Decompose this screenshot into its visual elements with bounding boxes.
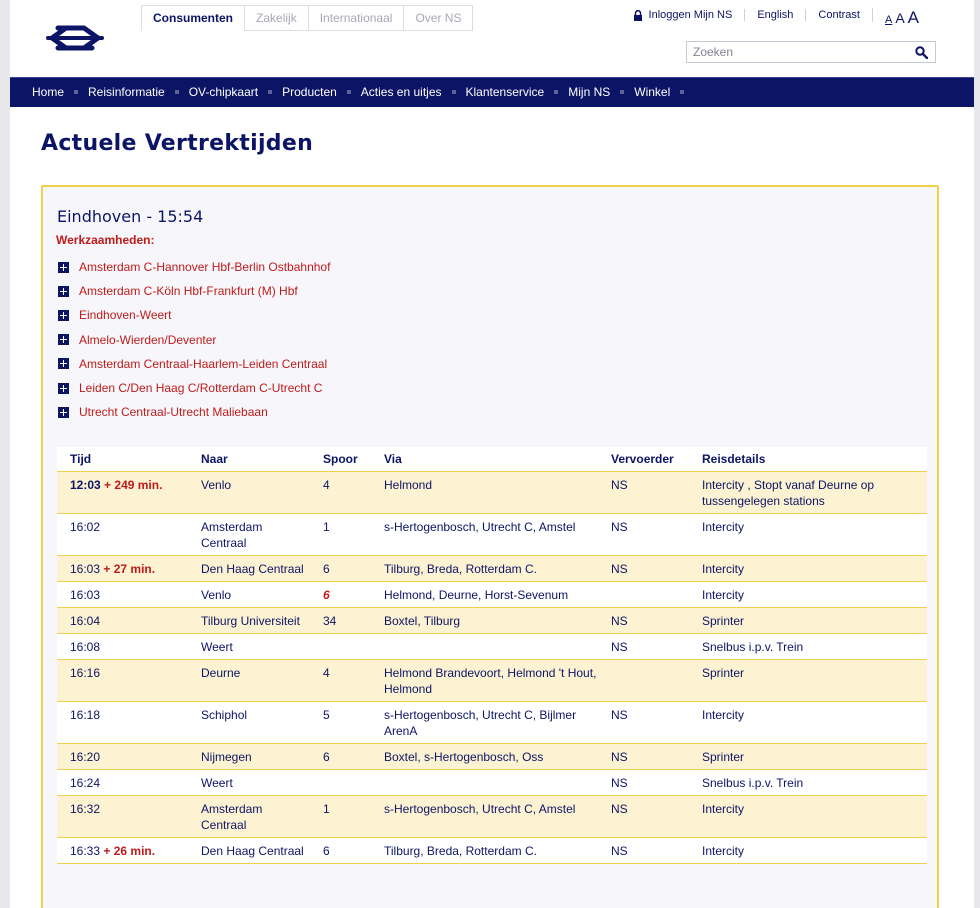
cell-time: [57, 743, 188, 769]
table-row: [57, 701, 927, 743]
list-item: [58, 328, 330, 352]
cell-details: Snelbus i.p.v. Trein: [689, 769, 927, 795]
nav-acties[interactable]: [361, 85, 466, 99]
cell-via: Boxtel, s-Hertogenbosch, Oss: [371, 743, 598, 769]
cell-details: Intercity: [689, 701, 927, 743]
cell-details: Intercity: [689, 513, 927, 555]
nav-winkel[interactable]: [634, 85, 694, 99]
cell-via: Helmond, Deurne, Horst-Sevenum: [371, 581, 598, 607]
cell-time: [57, 555, 188, 581]
cell-destination: Den Haag Centraal: [188, 555, 310, 581]
disruption-link[interactable]: Utrecht Centraal-Utrecht Maliebaan: [79, 405, 268, 420]
cell-carrier: NS: [598, 837, 689, 863]
header-vervoerder: Vervoerder: [598, 447, 689, 471]
track-number: 1: [323, 519, 330, 534]
table-row: [57, 471, 927, 513]
cell-details: Intercity , Stopt vanaf Deurne op tussengelegen stations: [689, 471, 927, 513]
utility-links: [621, 8, 934, 27]
track-number: 5: [323, 707, 330, 722]
tab-zakelijk[interactable]: Zakelijk: [244, 5, 309, 31]
cell-details: Sprinter: [689, 743, 927, 769]
expand-icon[interactable]: [58, 286, 69, 297]
list-item: [58, 376, 330, 400]
cell-carrier: NS: [598, 471, 689, 513]
lock-icon: [633, 10, 643, 21]
cell-details: Intercity: [689, 581, 927, 607]
departure-time: 16:18: [70, 707, 101, 722]
list-item: [58, 279, 330, 303]
nav-ov-chipkaart[interactable]: [189, 85, 282, 99]
font-size-small[interactable]: A: [884, 14, 893, 26]
track-number: 34: [323, 613, 337, 628]
english-link[interactable]: English: [744, 9, 805, 21]
table-row: [57, 837, 927, 863]
cell-time: [57, 581, 188, 607]
cell-via: [371, 633, 598, 659]
header-reisdetails: Reisdetails: [689, 447, 927, 471]
track-number: 6: [323, 749, 330, 764]
station-title: Eindhoven - 15:54: [57, 207, 204, 226]
expand-icon[interactable]: [58, 407, 69, 418]
font-size-large[interactable]: A: [907, 8, 919, 27]
nav-separator: [74, 90, 78, 94]
table-row: [57, 513, 927, 555]
disruption-link[interactable]: Leiden C/Den Haag C/Rotterdam C-Utrecht C: [79, 381, 323, 396]
cell-time: [57, 701, 188, 743]
cell-destination: Weert: [188, 633, 310, 659]
cell-track: [310, 633, 371, 659]
delay-badge: + 26 min.: [103, 843, 156, 858]
cell-destination: Amsterdam Centraal: [188, 513, 310, 555]
cell-track: [310, 743, 371, 769]
font-size-medium[interactable]: A: [895, 10, 905, 26]
cell-via: Helmond Brandevoort, Helmond 't Hout, Helmond: [371, 659, 598, 701]
cell-destination: Tilburg Universiteit: [188, 607, 310, 633]
cell-destination: Deurne: [188, 659, 310, 701]
nav-klantenservice[interactable]: [466, 85, 569, 99]
cell-track: [310, 513, 371, 555]
cell-track: [310, 795, 371, 837]
nav-label: Mijn NS: [568, 85, 611, 99]
expand-icon[interactable]: [58, 383, 69, 394]
cell-via: [371, 769, 598, 795]
works-title: Werkzaamheden:: [56, 233, 155, 247]
table-row: [57, 633, 927, 659]
table-row: [57, 607, 927, 633]
login-link[interactable]: [621, 9, 745, 21]
header-via: Via: [371, 447, 598, 471]
expand-icon[interactable]: [58, 262, 69, 273]
cell-details: Snelbus i.p.v. Trein: [689, 633, 927, 659]
disruption-list: [58, 255, 330, 424]
table-row: [57, 769, 927, 795]
departure-time: 16:08: [70, 639, 101, 654]
departures-panel: [41, 185, 939, 908]
departure-time: 12:03: [70, 477, 101, 492]
delay-badge: + 249 min.: [104, 477, 163, 492]
nav-separator: [347, 90, 351, 94]
cell-details: Intercity: [689, 837, 927, 863]
list-item: [58, 352, 330, 376]
font-size-controls: [872, 8, 934, 27]
cell-time: [57, 633, 188, 659]
table-row: [57, 795, 927, 837]
cell-track: [310, 701, 371, 743]
cell-time: [57, 513, 188, 555]
departure-time: 16:32: [70, 801, 101, 816]
expand-icon[interactable]: [58, 358, 69, 369]
nav-label: Klantenservice: [465, 85, 545, 99]
search-icon[interactable]: [915, 46, 928, 59]
cell-carrier: NS: [598, 513, 689, 555]
disruption-link[interactable]: Eindhoven-Weert: [79, 308, 172, 323]
nav-label: Producten: [282, 85, 337, 99]
departure-time: 16:20: [70, 749, 101, 764]
departure-time: 16:04: [70, 613, 101, 628]
nav-label: OV-chipkaart: [188, 85, 259, 99]
cell-destination: Schiphol: [188, 701, 310, 743]
departure-time: 16:24: [70, 775, 101, 790]
cell-details: Intercity: [689, 555, 927, 581]
cell-track: [310, 769, 371, 795]
nav-label: Winkel: [634, 85, 671, 99]
nav-separator: [452, 90, 456, 94]
track-number: 6: [323, 843, 330, 858]
nav-separator: [620, 90, 624, 94]
cell-carrier: [598, 659, 689, 701]
contrast-link[interactable]: Contrast: [805, 9, 872, 21]
cell-time: [57, 837, 188, 863]
track-number: 4: [323, 665, 330, 680]
cell-via: Boxtel, Tilburg: [371, 607, 598, 633]
tab-consumenten[interactable]: Consumenten: [141, 5, 245, 31]
nav-separator: [175, 90, 179, 94]
header-spoor: Spoor: [310, 447, 371, 471]
cell-track: [310, 581, 371, 607]
nav-separator: [268, 90, 272, 94]
cell-time: [57, 795, 188, 837]
track-number: 4: [323, 477, 330, 492]
main-nav: [10, 77, 974, 107]
cell-details: Sprinter: [689, 659, 927, 701]
cell-details: Intercity: [689, 795, 927, 837]
cell-carrier: NS: [598, 795, 689, 837]
expand-icon[interactable]: [58, 334, 69, 345]
list-item: [58, 400, 330, 424]
disruption-link[interactable]: Almelo-Wierden/Deventer: [79, 332, 217, 347]
nav-separator: [554, 90, 558, 94]
disruption-link[interactable]: Amsterdam C-Hannover Hbf-Berlin Ostbahnhof: [79, 260, 331, 275]
login-label: Inloggen Mijn NS: [648, 9, 733, 21]
table-header: [57, 447, 927, 471]
nav-producten[interactable]: [282, 85, 361, 99]
cell-via: s-Hertogenbosch, Utrecht C, Bijlmer ArenA: [371, 701, 598, 743]
tab-over-ns[interactable]: Over NS: [403, 5, 473, 31]
tab-internationaal[interactable]: Internationaal: [308, 5, 405, 31]
cell-track: [310, 837, 371, 863]
table-row: [57, 581, 927, 607]
cell-time: [57, 471, 188, 513]
list-item: [58, 303, 330, 327]
cell-carrier: NS: [598, 743, 689, 769]
cell-track: [310, 607, 371, 633]
cell-carrier: NS: [598, 769, 689, 795]
cell-via: s-Hertogenbosch, Utrecht C, Amstel: [371, 513, 598, 555]
departure-time: 16:03: [70, 587, 101, 602]
cell-track: [310, 555, 371, 581]
ns-logo[interactable]: [40, 22, 110, 54]
cell-via: Tilburg, Breda, Rotterdam C.: [371, 837, 598, 863]
search-box: [686, 41, 936, 63]
departure-time: 16:33: [70, 843, 101, 858]
departure-time: 16:16: [70, 665, 101, 680]
cell-carrier: [598, 581, 689, 607]
delay-badge: + 27 min.: [103, 561, 156, 576]
cell-via: Helmond: [371, 471, 598, 513]
audience-tabs: [141, 5, 472, 31]
cell-destination: Venlo: [188, 581, 310, 607]
header-naar: Naar: [188, 447, 310, 471]
cell-track: [310, 659, 371, 701]
cell-carrier: NS: [598, 607, 689, 633]
disruption-link[interactable]: Amsterdam C-Köln Hbf-Frankfurt (M) Hbf: [79, 284, 298, 299]
cell-destination: Nijmegen: [188, 743, 310, 769]
track-number: 1: [323, 801, 330, 816]
track-number: 6: [323, 587, 330, 602]
departure-time: 16:02: [70, 519, 101, 534]
cell-time: [57, 769, 188, 795]
expand-icon[interactable]: [58, 310, 69, 321]
cell-carrier: NS: [598, 701, 689, 743]
table-row: [57, 743, 927, 769]
cell-via: Tilburg, Breda, Rotterdam C.: [371, 555, 598, 581]
page: [10, 0, 974, 908]
cell-via: s-Hertogenbosch, Utrecht C, Amstel: [371, 795, 598, 837]
nav-home[interactable]: [32, 85, 88, 99]
cell-time: [57, 607, 188, 633]
nav-label: Acties en uitjes: [360, 85, 442, 99]
departure-table: [57, 447, 927, 864]
cell-destination: Weert: [188, 769, 310, 795]
cell-destination: Amsterdam Centraal: [188, 795, 310, 837]
cell-destination: Venlo: [188, 471, 310, 513]
cell-details: Sprinter: [689, 607, 927, 633]
list-item: [58, 255, 330, 279]
disruption-link[interactable]: Amsterdam Centraal-Haarlem-Leiden Centraal: [79, 356, 328, 371]
table-row: [57, 555, 927, 581]
track-number: 6: [323, 561, 330, 576]
nav-label: Reisinformatie: [88, 85, 165, 99]
cell-destination: Den Haag Centraal: [188, 837, 310, 863]
departure-rows: [57, 471, 927, 863]
nav-separator: [680, 90, 684, 94]
departure-time: 16:03: [70, 561, 101, 576]
cell-carrier: NS: [598, 633, 689, 659]
cell-carrier: NS: [598, 555, 689, 581]
cell-time: [57, 659, 188, 701]
search-input[interactable]: [687, 42, 907, 62]
header-tijd: Tijd: [57, 447, 188, 471]
nav-mijn-ns[interactable]: [568, 85, 634, 99]
table-row: [57, 659, 927, 701]
cell-track: [310, 471, 371, 513]
nav-label: Home: [32, 85, 65, 99]
page-title: Actuele Vertrektijden: [41, 131, 314, 156]
nav-reisinformatie[interactable]: [88, 85, 189, 99]
